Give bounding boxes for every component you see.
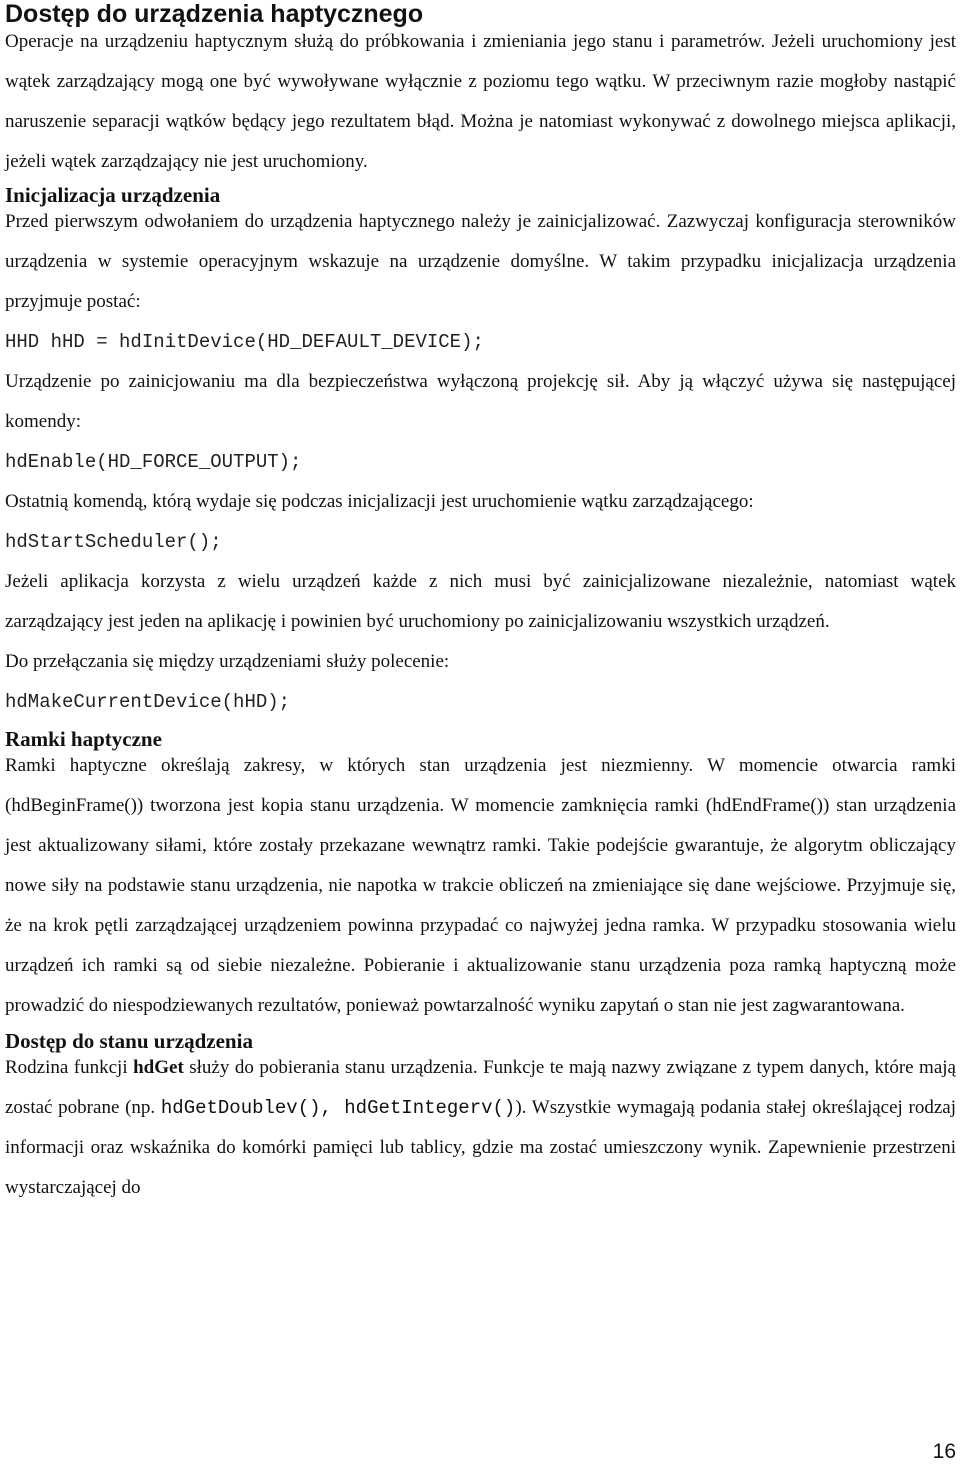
- paragraph-state-access: [5, 1048, 956, 1208]
- paragraph-haptic-frames: Ramki haptyczne określają zakresy, w których stan urządzenia jest niezmienny. W momencie otwarcia ramki (hdBeginFrame()) tworzona jest kopia stanu urządzenia. W momencie zamknięcia ramki (hdEndFrame()) stan urządzenia jest aktualizowany siłami, które zostały przekazane wewnątrz ramki. Takie podejście gwarantuje, że algorytm obliczający nowe siły na podstawie stanu urządzenia, nie napotka w trakcie obliczeń na zmieniające się dane wejściowe. Przyjmuje się, że na krok pętli zarządzającej urządzeniem powinna przypadać co najwyżej jedna ramka. W przypadku stosowania wielu urządzeń ich ramki są od siebie niezależne. Pobieranie i aktualizowanie stanu urządzenia poza ramką haptyczną może prowadzić do niespodziewanych rezultatów, ponieważ powtarzalność wyniku zapytań o stan nie jest zagwarantowana.: [5, 755, 956, 1016]
- text-fragment: ). Wszystkie wymagają podania stałej określającej rodzaj informacji oraz wskaźnika do komórki pamięci lub tablicy, gdzie ma zostać umieszczony wynik. Zapewnienie przestrzeni wystarczającej do: [5, 1097, 956, 1198]
- section-title-haptic-frames: Ramki haptyczne: [5, 727, 162, 751]
- section-title-initialization: Inicjalizacja urządzenia: [5, 183, 221, 207]
- paragraph-initialization-intro: Przed pierwszym odwołaniem do urządzenia haptycznego należy je zainicjalizować. Zazwyczaj konfiguracja sterowników urządzenia w systemie operacyjnym wskazuje na urządzenie domyślne. W takim przypadku inicjalizacja urządzenia przyjmuje postać:: [5, 211, 956, 312]
- code-init-device: HHD hHD = hdInitDevice(HD_DEFAULT_DEVICE);: [5, 331, 484, 353]
- code-inline-functions: hdGetDoublev(), hdGetIntegerv(): [160, 1097, 516, 1119]
- text-fragment: Rodzina funkcji: [5, 1057, 134, 1078]
- code-make-current-device: hdMakeCurrentDevice(hHD);: [5, 691, 291, 713]
- paragraph-force-output: Urządzenie po zainicjowaniu ma dla bezpieczeństwa wyłączoną projekcję sił. Aby ją włączyć używa się następującej komendy:: [5, 371, 956, 432]
- page-number: 16: [932, 1440, 956, 1463]
- code-enable-force: hdEnable(HD_FORCE_OUTPUT);: [5, 451, 302, 473]
- document-page: [5, 0, 956, 1208]
- section-title-state-access: Dostęp do stanu urządzenia: [5, 1029, 253, 1053]
- paragraph-device-access: Operacje na urządzeniu haptycznym służą do próbkowania i zmieniania jego stanu i parametrów. Jeżeli uruchomiony jest wątek zarządzający mogą one być wywoływane wyłącznie z poziomu tego wątku. W przeciwnym razie mogłoby nastąpić naruszenie separacji wątków będący jego rezultatem błąd. Można je natomiast wykonywać z dowolnego miejsca aplikacji, jeżeli wątek zarządzający nie jest uruchomiony.: [5, 31, 956, 172]
- section-title-device-access: Dostęp do urządzenia haptycznego: [5, 0, 424, 28]
- text-fragment: służy do pobierania stanu urządzenia. Funkcje te mają nazwy związane z typem danych, które mają zostać pobrane (np.: [5, 1057, 956, 1118]
- paragraph-switch-devices: Do przełączania się między urządzeniami służy polecenie:: [5, 651, 450, 672]
- paragraph-multiple-devices: Jeżeli aplikacja korzysta z wielu urządzeń każde z nich musi być zainicjalizowane niezależnie, natomiast wątek zarządzający jest jeden na aplikację i powinien być uruchomiony po zainicjalizowaniu wszystkich urządzeń.: [5, 571, 956, 632]
- code-start-scheduler: hdStartScheduler();: [5, 531, 222, 553]
- paragraph-scheduler: Ostatnią komendą, którą wydaje się podczas inicjalizacji jest uruchomienie wątku zarządzającego:: [5, 491, 754, 512]
- function-name-hdget: hdGet: [133, 1057, 184, 1078]
